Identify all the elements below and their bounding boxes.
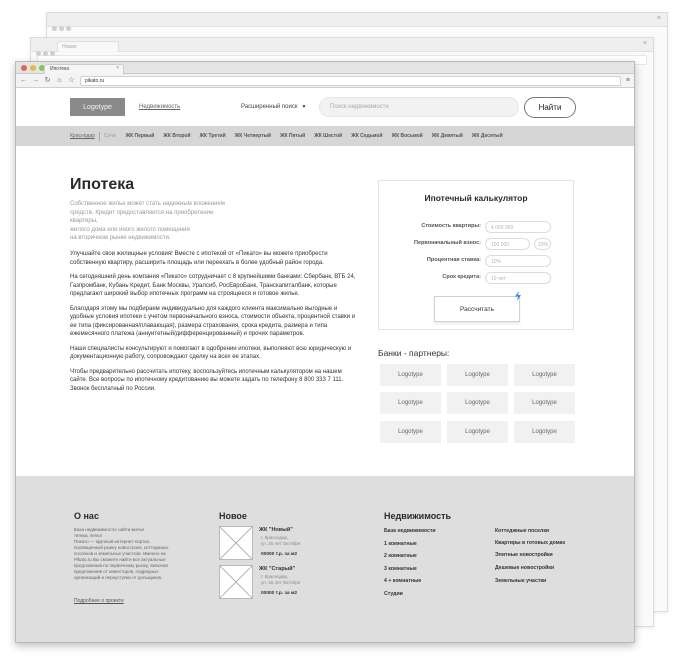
realty-link-item[interactable]: 3 комнатные <box>384 566 417 572</box>
news-price: 00000 т.р. за м2 <box>261 552 298 557</box>
address-bar[interactable]: pikato.ru <box>80 76 621 86</box>
about-line: поселков и земельных участков. Именно на <box>74 551 166 556</box>
about-line: теперь легко! <box>74 533 103 538</box>
complex-nav-item[interactable]: ЖК Десятый <box>471 133 503 139</box>
price-label: Стоимость квартиры: <box>421 223 481 229</box>
complex-nav-item[interactable]: ЖК Девятый <box>431 133 463 139</box>
partner-logo[interactable]: Logotype <box>447 421 508 443</box>
complex-nav-item[interactable]: ЖК Восьмой <box>391 133 423 139</box>
bookmark-star-icon[interactable]: ☆ <box>68 77 75 84</box>
city-link-krasnodar[interactable]: Краснодар <box>70 133 95 139</box>
news-address: ул. 40 лет Октября <box>261 579 301 585</box>
term-input[interactable]: 10 лет <box>485 272 551 284</box>
about-line: База недвижимости: найти жилье <box>74 527 145 532</box>
partners-title: Банки - партнеры: <box>378 348 450 358</box>
close-icon: × <box>656 15 661 22</box>
about-text <box>74 527 184 581</box>
calc-row-price <box>379 221 573 233</box>
lead-line: жилого дома или иного жилого помещения <box>70 226 190 233</box>
lead-line: средств. Кредит предоставляется на приобретение квартиры, <box>70 209 214 224</box>
partner-logo[interactable]: Logotype <box>380 364 441 386</box>
site-footer <box>16 476 634 642</box>
home-icon[interactable]: ⌂ <box>57 77 62 84</box>
article-paragraph: Наши специалисты консультируют и помогают в одобрении ипотеки, выполняют всю юридическую и документационную работу, сопровождают сделку на всех ее этапах. <box>70 345 352 360</box>
news-meta <box>261 574 331 585</box>
about-line: предложения от инвесторов, подрядных <box>74 569 159 574</box>
news-price: 00000 т.р. за м2 <box>261 591 298 596</box>
find-button[interactable]: Найти <box>524 97 576 118</box>
rate-label: Процентная ставка: <box>426 257 481 263</box>
calculate-button[interactable]: Рассчитать <box>434 296 520 322</box>
window-controls <box>52 18 73 36</box>
complex-nav-item[interactable]: ЖК Седьмой <box>351 133 383 139</box>
news-city: г. Краснодар, <box>261 535 289 540</box>
article-paragraph: На сегодняшний день компания «Пикато» сотрудничает с 8 крупнейшими банками: Сбербанк, ВТБ 24, Газпромбанк, Кубань Кредит, Банк Москвы, Уралсиб, РосЕвроБанк, Транскапиталбанк, которые предлагают широкий выбор ипотечных программ на строящееся и готовое жилье. <box>70 274 356 297</box>
calc-row-term <box>379 272 573 284</box>
realty-link-item[interactable]: 4 + комнатные <box>384 578 422 584</box>
browser-window <box>15 61 635 643</box>
partner-logo[interactable]: Logotype <box>380 392 441 414</box>
realty-link-item[interactable]: Дешевые новостройки <box>495 565 555 571</box>
about-heading: О нас <box>74 511 99 521</box>
partner-logo[interactable]: Logotype <box>514 421 575 443</box>
term-label: Срок кредита: <box>442 274 481 280</box>
realty-link-item[interactable]: Студии <box>384 591 403 597</box>
about-more-link[interactable]: Подробнее о проекте <box>74 598 124 604</box>
article-body <box>70 250 360 399</box>
partner-logo[interactable]: Logotype <box>447 392 508 414</box>
background-tab: Новая <box>57 41 119 52</box>
close-icon: × <box>642 40 647 47</box>
news-image-placeholder[interactable] <box>219 565 253 599</box>
lead-text <box>70 200 230 243</box>
news-city: г. Краснодар, <box>261 574 289 579</box>
calc-row-rate <box>379 255 573 267</box>
browser-menu-icon[interactable]: ≡ <box>625 77 630 84</box>
realty-link[interactable]: Недвижимость <box>139 104 181 110</box>
back-arrow-icon[interactable]: ← <box>20 77 27 84</box>
forward-arrow-icon[interactable]: → <box>32 77 39 84</box>
downpayment-input[interactable]: 100 000 <box>485 238 530 250</box>
realty-link-item[interactable]: Коттеджные поселки <box>495 528 550 534</box>
divider <box>99 132 100 141</box>
window-controls <box>21 65 45 71</box>
about-line: посвященный рынку новостроек, коттеджных <box>74 545 169 550</box>
lead-line: на вторичном рынке недвижимости. <box>70 235 171 241</box>
tab-title: Ипотека <box>50 66 70 72</box>
chevron-down-icon: ▼ <box>301 104 307 110</box>
news-title[interactable]: ЖК "Новый" <box>259 527 293 533</box>
downpayment-label: Первоначальный взнос: <box>414 240 481 246</box>
browser-toolbar <box>16 74 634 88</box>
news-image-placeholder[interactable] <box>219 526 253 560</box>
article-paragraph: Чтобы предварительно рассчитать ипотеку, воспользуйтесь ипотечным калькулятором на нашем сайте. Все вопросы по ипотечному кредитованию вы можете задать по телефону 8 800 333 7 111. Звонок бесплатный по России. <box>70 368 344 392</box>
article-paragraph: Благодаря этому мы подбираем индивидуально для каждого клиента максимально выгодные и удобные условия ипотеки с учетом первоначального взноса, стоимости объекта, процентной ставки и ее типа (фиксированная/плавающая), размера страхования, срока кредита, размера и типа ежемесячного платежа (аннуитетный/дифференцированный) и прочих параметров. <box>70 305 355 337</box>
site-header <box>16 89 634 126</box>
article-paragraph: Улучшайте свои жилищные условия! Вместе с ипотекой от «Пикато» вы можете приобрести собственную квартиру, расширить площадь или переехать в более удобный район города. <box>70 251 328 266</box>
realty-heading: Недвижимость <box>384 511 452 521</box>
news-meta <box>261 535 331 546</box>
advanced-search-dropdown[interactable] <box>241 104 306 110</box>
about-line: организаций и переуступки от дольщиков. <box>74 575 163 580</box>
realty-link-item[interactable]: Земельные участки <box>495 578 547 584</box>
mortgage-calculator <box>378 180 574 330</box>
window-controls <box>36 43 57 61</box>
news-address: ул. 40 лет Октября <box>261 540 301 546</box>
page-title: Ипотека <box>70 176 135 193</box>
close-window-icon[interactable] <box>21 65 27 71</box>
realty-link-item[interactable]: База недвижимости <box>384 528 436 534</box>
complex-nav-item[interactable]: ЖК Пятый <box>279 133 306 139</box>
partner-logo[interactable]: Logotype <box>514 392 575 414</box>
site-logo[interactable]: Logotype <box>70 98 125 116</box>
complex-nav-item[interactable]: ЖК Первый <box>125 133 155 139</box>
main-content <box>16 146 634 476</box>
downpayment-percent-input[interactable]: 20% <box>534 238 551 250</box>
browser-titlebar <box>16 62 634 74</box>
complex-nav <box>16 126 634 146</box>
realty-link-item[interactable]: Элитные новостройки <box>495 552 553 558</box>
price-input[interactable]: 4 000 000 <box>485 221 551 233</box>
lead-line: Собственное жилье может стать надежным вложением <box>70 201 225 207</box>
partner-logo[interactable]: Logotype <box>447 364 508 386</box>
background-window-titlebar <box>31 38 653 52</box>
lightning-bolt-icon <box>514 291 522 301</box>
rate-input[interactable]: 10% <box>485 255 551 267</box>
advanced-search-label: Расширенный поиск <box>241 104 298 110</box>
news-heading: Новое <box>219 511 247 521</box>
about-line: предложения по первичному рынку, включая <box>74 563 168 568</box>
realty-link-item[interactable]: Квартиры в готовых домах <box>495 540 566 546</box>
complex-nav-item[interactable]: ЖК Шестой <box>314 133 343 139</box>
browser-tab-active[interactable] <box>44 64 124 74</box>
about-line: Pikato.ru Вы сможете найти все актуальные <box>74 557 166 562</box>
partner-logo[interactable]: Logotype <box>514 364 575 386</box>
about-line: Пикато — крупный интернет-портал, <box>74 539 151 544</box>
page-viewport <box>16 89 634 642</box>
minimize-window-icon[interactable] <box>30 65 36 71</box>
complex-nav-item[interactable]: ЖК Четвертый <box>234 133 271 139</box>
realty-link-item[interactable]: 2 комнатные <box>384 553 417 559</box>
search-input[interactable]: Поиск недвижимости <box>319 97 519 117</box>
realty-link-item[interactable]: 1 комнатные <box>384 541 417 547</box>
complex-nav-item[interactable]: ЖК Третий <box>199 133 226 139</box>
background-window-titlebar <box>47 13 667 27</box>
calc-row-downpayment <box>379 238 573 250</box>
reload-icon[interactable]: ↻ <box>44 77 51 84</box>
complex-nav-item[interactable]: ЖК Второй <box>163 133 191 139</box>
calculator-title: Ипотечный калькулятор <box>424 193 528 203</box>
news-title[interactable]: ЖК "Старый" <box>259 566 296 572</box>
partner-logo[interactable]: Logotype <box>380 421 441 443</box>
tab-close-icon[interactable]: × <box>116 65 119 71</box>
city-link-sochi[interactable]: Сочи <box>103 133 116 139</box>
